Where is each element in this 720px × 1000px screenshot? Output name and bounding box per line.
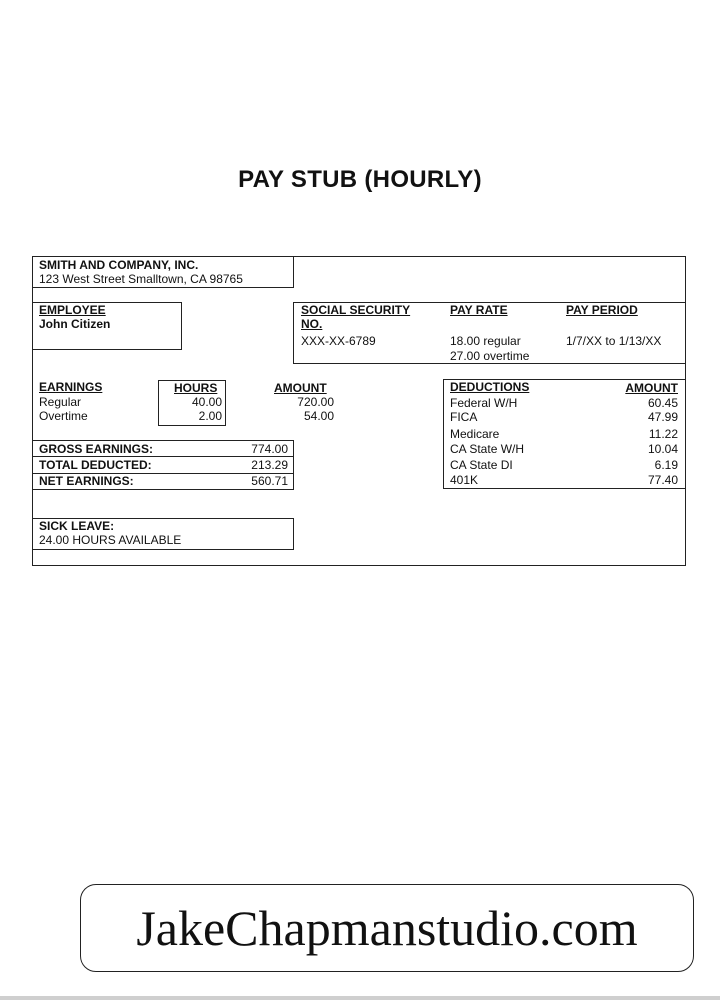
deduction-name: FICA bbox=[450, 410, 478, 424]
pay-rate-overtime: 27.00 overtime bbox=[450, 349, 530, 363]
deduction-amount: 60.45 bbox=[647, 396, 678, 410]
deduction-amount: 10.04 bbox=[647, 442, 678, 456]
deduction-amount: 11.22 bbox=[648, 427, 678, 441]
company-address: 123 West Street Smalltown, CA 98765 bbox=[39, 272, 243, 286]
net-earnings-value: 560.71 bbox=[251, 474, 288, 488]
deduction-amount: 77.40 bbox=[647, 473, 678, 487]
sick-leave-label: SICK LEAVE: bbox=[39, 519, 115, 533]
watermark-text: JakeChapmanstudio.com bbox=[136, 900, 638, 956]
ssn-label: SOCIAL SECURITY bbox=[301, 303, 411, 317]
pay-rate-regular: 18.00 regular bbox=[450, 334, 521, 348]
employee-label: EMPLOYEE bbox=[39, 303, 106, 317]
total-deducted-label: TOTAL DEDUCTED: bbox=[39, 458, 152, 472]
deduction-name: Medicare bbox=[450, 427, 500, 441]
earnings-row-amount: 54.00 bbox=[303, 409, 334, 423]
deduction-name: CA State W/H bbox=[450, 442, 525, 456]
total-deducted-value: 213.29 bbox=[251, 458, 288, 472]
pay-period-label: PAY PERIOD bbox=[566, 303, 638, 317]
earnings-row-name: Regular bbox=[39, 395, 82, 409]
ssn-value: XXX-XX-6789 bbox=[301, 334, 376, 348]
deduction-amount: 47.99 bbox=[647, 410, 678, 424]
deduction-name: Federal W/H bbox=[450, 396, 518, 410]
deduction-name: CA State DI bbox=[450, 458, 513, 472]
watermark-banner bbox=[80, 884, 694, 972]
earnings-amount-label: AMOUNT bbox=[274, 381, 327, 395]
pay-period-value: 1/7/XX to 1/13/XX bbox=[566, 334, 662, 348]
company-name: SMITH AND COMPANY, INC. bbox=[39, 258, 199, 272]
sick-leave-value: 24.00 HOURS AVAILABLE bbox=[39, 533, 182, 547]
earnings-row-amount: 720.00 bbox=[297, 395, 334, 409]
page-title: PAY STUB (HOURLY) bbox=[238, 166, 482, 193]
deduction-amount: 6.19 bbox=[654, 458, 678, 472]
gross-earnings-label: GROSS EARNINGS: bbox=[39, 442, 154, 456]
hours-label: HOURS bbox=[174, 381, 218, 395]
earnings-row-hours: 40.00 bbox=[191, 395, 222, 409]
deduction-name: 401K bbox=[450, 473, 479, 487]
deductions-label: DEDUCTIONS bbox=[450, 380, 530, 394]
earnings-row-name: Overtime bbox=[39, 409, 88, 423]
earnings-row-hours: 2.00 bbox=[198, 409, 222, 423]
ssn-label-line2: NO. bbox=[301, 317, 323, 331]
gross-earnings-value: 774.00 bbox=[251, 442, 288, 456]
pay-rate-label: PAY RATE bbox=[450, 303, 508, 317]
deductions-amount-label: AMOUNT bbox=[625, 381, 678, 395]
earnings-label: EARNINGS bbox=[39, 380, 103, 394]
bottom-divider bbox=[0, 996, 720, 1000]
net-earnings-label: NET EARNINGS: bbox=[39, 474, 134, 488]
employee-name: John Citizen bbox=[39, 317, 111, 331]
